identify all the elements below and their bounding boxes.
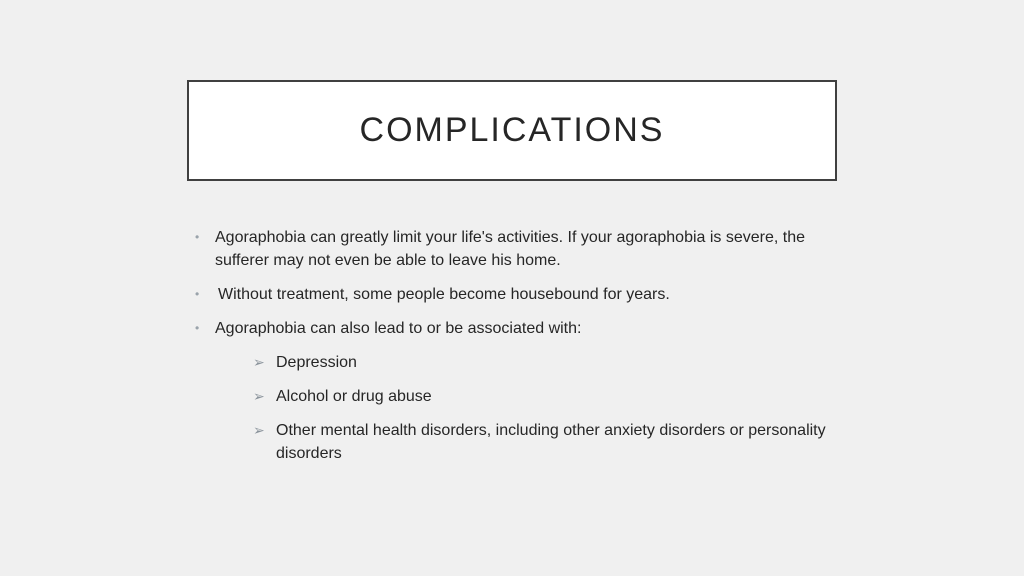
arrow-bullet-icon: ➢ [253,388,265,404]
arrow-bullet-icon: ➢ [253,422,265,438]
list-item [195,419,855,465]
sub-bullet-text: Depression [276,354,357,371]
sub-list-wrapper [195,351,855,465]
bullet-dot-icon: • [195,287,200,301]
sub-bullet-list [195,351,855,465]
list-item [195,351,855,374]
slide-title: COMPLICATIONS [359,111,665,149]
title-box [187,80,837,181]
bullet-list [195,226,855,476]
list-item [195,385,855,408]
bullet-dot-icon: • [195,321,200,335]
list-item [195,226,855,272]
bullet-text: Agoraphobia can also lead to or be associated with: [215,320,582,337]
list-item [195,317,855,340]
sub-bullet-text: Other mental health disorders, including other anxiety disorders or personality disorders [276,422,826,462]
bullet-text: Agoraphobia can greatly limit your life's activities. If your agoraphobia is severe, the sufferer may not even be able to leave his home. [215,229,806,269]
bullet-dot-icon: • [195,230,200,244]
arrow-bullet-icon: ➢ [253,354,265,370]
list-item [195,283,855,306]
sub-bullet-text: Alcohol or drug abuse [276,388,432,405]
bullet-text: Without treatment, some people become housebound for years. [218,286,670,303]
